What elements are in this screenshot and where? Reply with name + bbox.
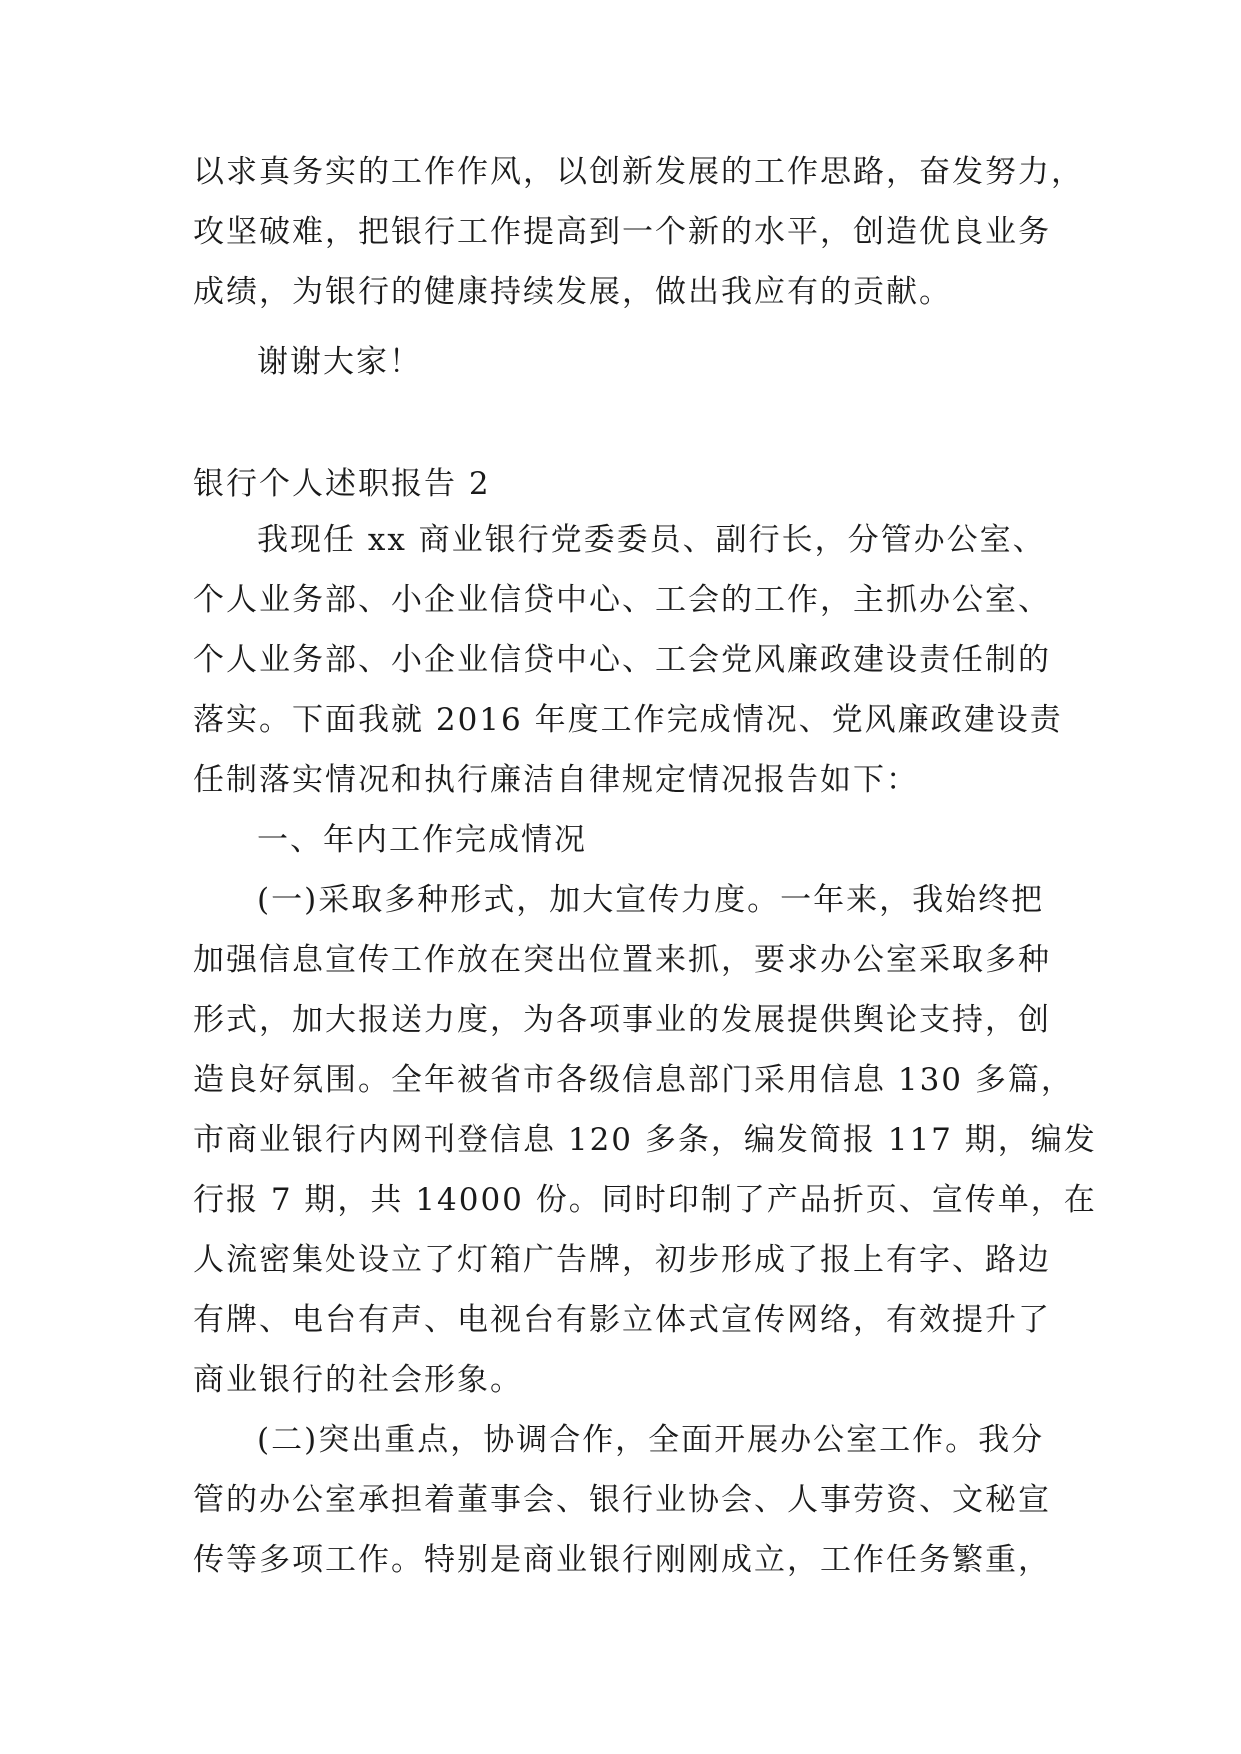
text-line: 人流密集处设立了灯箱广告牌，初步形成了报上有字、路边 bbox=[193, 1242, 1051, 1278]
text-line: 成绩，为银行的健康持续发展，做出我应有的贡献。 bbox=[193, 274, 952, 310]
text-line: (二)突出重点，协调合作，全面开展办公室工作。我分 bbox=[257, 1422, 1045, 1458]
text-line: (一)采取多种形式，加大宣传力度。一年来，我始终把 bbox=[257, 882, 1045, 918]
text-line: 落实。下面我就 2016 年度工作完成情况、党风廉政建设责 bbox=[193, 702, 1063, 738]
closing-remark: 谢谢大家！ bbox=[257, 344, 422, 380]
text-line: 加强信息宣传工作放在突出位置来抓，要求办公室采取多种 bbox=[193, 942, 1051, 978]
subheading: 一、年内工作完成情况 bbox=[257, 822, 587, 858]
text-line: 行报 7 期，共 14000 份。同时印制了产品折页、宣传单，在 bbox=[193, 1182, 1097, 1218]
text-line: 形式，加大报送力度，为各项事业的发展提供舆论支持，创 bbox=[193, 1002, 1051, 1038]
text-line: 商业银行的社会形象。 bbox=[193, 1362, 523, 1398]
text-line: 市商业银行内网刊登信息 120 多条，编发简报 117 期，编发 bbox=[193, 1122, 1097, 1158]
text-line: 个人业务部、小企业信贷中心、工会党风廉政建设责任制的 bbox=[193, 642, 1051, 678]
text-line: 有牌、电台有声、电视台有影立体式宣传网络，有效提升了 bbox=[193, 1302, 1051, 1338]
text-line: 我现任 xx 商业银行党委委员、副行长，分管办公室、 bbox=[257, 522, 1046, 558]
text-line: 管的办公室承担着董事会、银行业协会、人事劳资、文秘宣 bbox=[193, 1482, 1051, 1518]
text-line: 任制落实情况和执行廉洁自律规定情况报告如下： bbox=[193, 762, 919, 798]
text-line: 攻坚破难，把银行工作提高到一个新的水平，创造优良业务 bbox=[193, 214, 1051, 250]
text-line: 个人业务部、小企业信贷中心、工会的工作，主抓办公室、 bbox=[193, 582, 1051, 618]
text-line: 传等多项工作。特别是商业银行刚刚成立，工作任务繁重， bbox=[193, 1542, 1051, 1578]
text-line: 以求真务实的工作作风，以创新发展的工作思路，奋发努力， bbox=[193, 154, 1084, 190]
text-line: 造良好氛围。全年被省市各级信息部门采用信息 130 多篇， bbox=[193, 1062, 1074, 1098]
section-title: 银行个人述职报告 2 bbox=[193, 466, 491, 502]
